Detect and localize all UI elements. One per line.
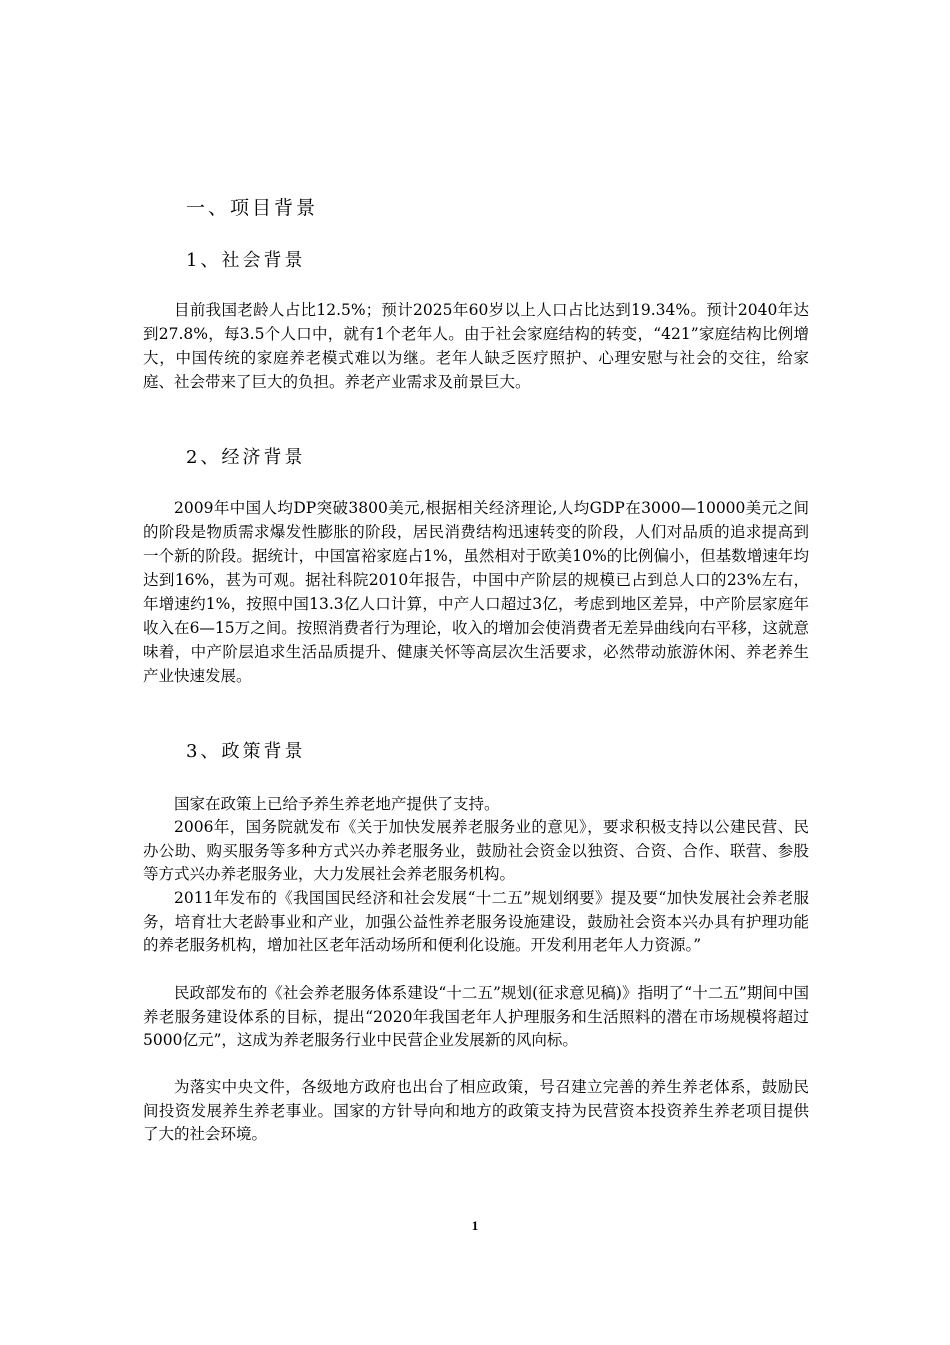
paragraph-policy-ministry: 民政部发布的《社会养老服务体系建设“十二五”规划(征求意见稿)》指明了“十二五”期间中国养老服务建设体系的目标，提出“2020年我国老年人护理服务和生活照料的潜在市场规模将超过5000亿元”，这成为养老服务行业中民营企业发展新的风向标。 [143,984,809,1049]
subheading-social-background: 1、社会背景 [186,250,306,271]
section-heading: 一、项目背景 [186,197,319,219]
paragraph-policy-local: 为落实中央文件，各级地方政府也出台了相应政策，号召建立完善的养生养老体系，鼓励民间投资发展养生养老事业。国家的方针导向和地方的政策支持为民营资本投资养生养老项目提供了大的社会环境。 [143,1078,809,1143]
subheading-policy-background: 3、政策背景 [186,741,306,762]
paragraph-social-background: 目前我国老龄人占比12.5%；预计2025年60岁以上人口占比达到19.34%。预计2040年达到27.8%，每3.5个人口中，就有1个老年人。由于社会家庭结构的转变，“421”家庭结构比例增大，中国传统的家庭养老模式难以为继。老年人缺乏医疗照护、心理安慰与社会的交往，给家庭、社会带来了巨大的负担。养老产业需求及前景巨大。 [143,301,809,391]
paragraph-policy-2006: 2006年，国务院就发布《关于加快发展养老服务业的意见》，要求积极支持以公建民营、民办公助、购买服务等多种方式兴办养老服务业，鼓励社会资金以独资、合资、合作、联营、参股等方式兴办养老服务业，大力发展社会养老服务机构。 [143,818,809,883]
paragraph-policy-intro: 国家在政策上已给予养生养老地产提供了支持。 [174,795,500,813]
page-number: 1 [471,1218,479,1233]
subheading-economic-background: 2、经济背景 [186,447,306,468]
paragraph-policy-2011: 2011年发布的《我国国民经济和社会发展“十二五”规划纲要》提及要“加快发展社会养老服务，培育壮大老龄事业和产业，加强公益性养老服务设施建设，鼓励社会资本兴办具有护理功能的养老服务机构，增加社区老年活动场所和便利化设施。开发利用老年人力资源。” [143,889,809,954]
paragraph-economic-background: 2009年中国人均DP突破3800美元,根据相关经济理论,人均GDP在3000—10000美元之间的阶段是物质需求爆发性膨胀的阶段，居民消费结构迅速转变的阶段，人们对品质的追求提高到一个新的阶段。据统计，中国富裕家庭占1%，虽然相对于欧美10%的比例偏小，但基数增速年均达到16%，甚为可观。据社科院2010年报告，中国中产阶层的规模已占到总人口的23%左右，年增速约1%，按照中国13.3亿人口计算，中产人口超过3亿，考虑到地区差异，中产阶层家庭年收入在6—15万之间。按照消费者行为理论，收入的增加会使消费者无差异曲线向右平移，这就意味着，中产阶层追求生活品质提升、健康关怀等高层次生活要求，必然带动旅游休闲、养老养生产业快速发展。 [143,499,809,685]
